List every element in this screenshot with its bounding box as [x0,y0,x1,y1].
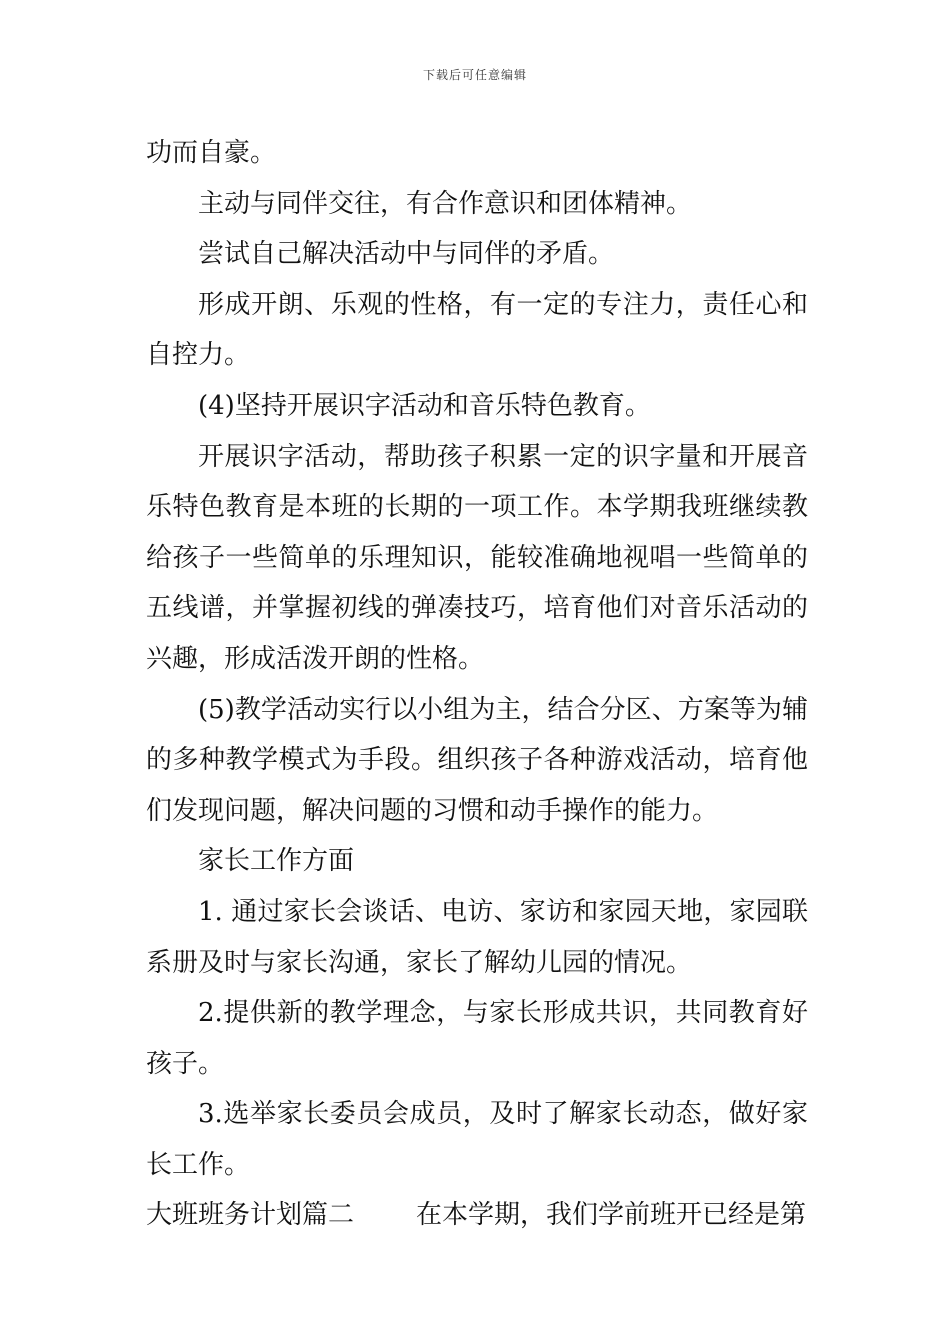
paragraph-line: 系册及时与家长沟通，家长了解幼儿园的情况。 [146,947,693,978]
paragraph-line: 主动与同伴交往，有合作意识和团体精神。 [198,188,693,219]
paragraph-line: 长工作。 [146,1149,251,1180]
paragraph-line: 自控力。 [146,340,251,371]
paragraph-line: 们发现问题，解决问题的习惯和动手操作的能力。 [146,795,719,826]
paragraph-line: 1. 通过家长会谈话、电访、家访和家园天地，家园联 [198,896,808,927]
paragraph-line: 兴趣，形成活泼开朗的性格。 [146,643,485,674]
paragraph-line: 功而自豪。 [146,138,277,168]
paragraph-line: 尝试自己解决活动中与同伴的矛盾。 [198,239,615,270]
paragraph-line: (4)坚持开展识字活动和音乐特色教育。 [198,390,651,421]
paragraph-text: 在本学期，我们学前班开已经是第 [416,1200,807,1231]
page-header: 下载后可任意编辑 [422,68,527,82]
paragraph-line: 的多种教学模式为手段。组织孩子各种游戏活动，培育他 [146,745,808,776]
section-heading: 家长工作方面 [198,846,355,877]
document-body [146,128,808,1241]
paragraph-line: 开展识字活动，帮助孩子积累一定的识字量和开展音 [198,441,808,472]
paragraph-line: 孩子。 [146,1048,225,1079]
paragraph-line: 形成开朗、乐观的性格，有一定的专注力，责任心和 [198,289,808,320]
paragraph-line: 五线谱，并掌握初线的弹凑技巧，培育他们对音乐活动的 [146,593,808,624]
paragraph-line: 2.提供新的教学理念，与家长形成共识，共同教育好 [198,998,808,1029]
paragraph-line: 3.选举家长委员会成员，及时了解家长动态，做好家 [198,1099,808,1130]
paragraph-line-with-title [146,1190,808,1241]
paragraph-line: 给孩子一些简单的乐理知识，能较准确地视唱一些简单的 [146,542,808,573]
paragraph-line: (5)教学活动实行以小组为主，结合分区、方案等为辅 [198,694,808,725]
section-title: 大班班务计划篇二 [146,1200,355,1231]
paragraph-line: 乐特色教育是本班的长期的一项工作。本学期我班继续教 [146,492,808,523]
